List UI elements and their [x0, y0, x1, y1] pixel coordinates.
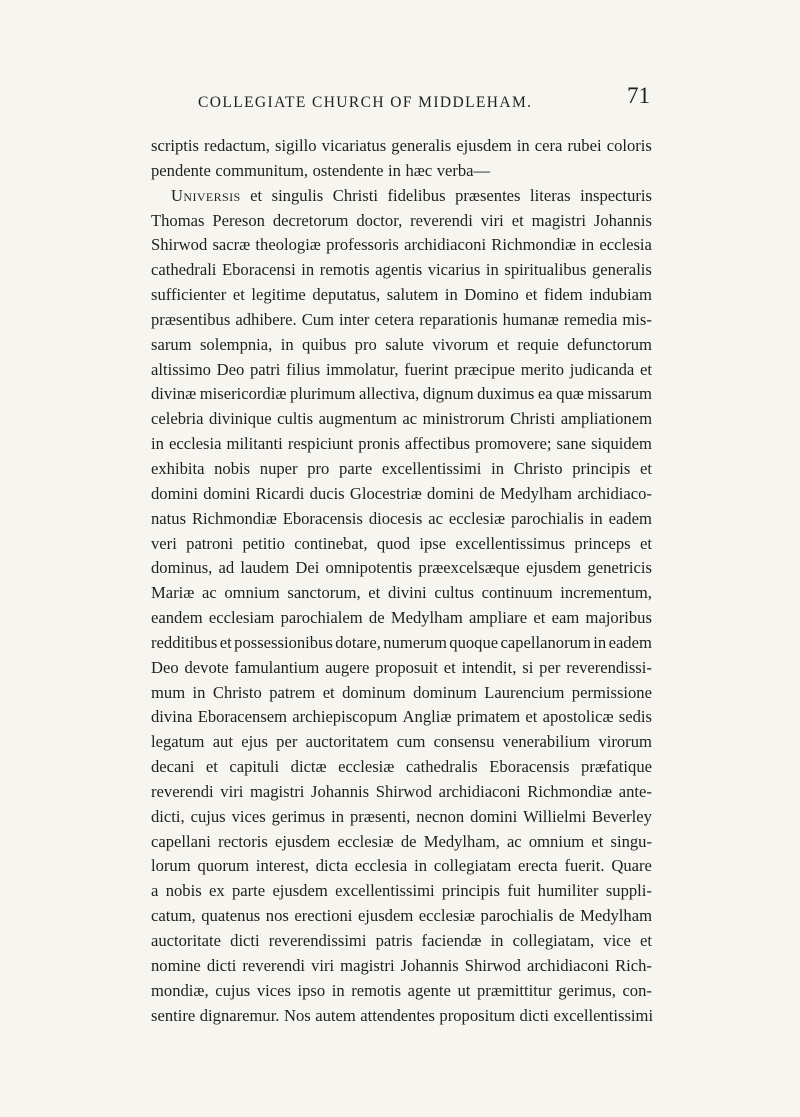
text-line: altissimo Deo patri filius immolatur, fuerint præcipue merito judicanda et: [151, 359, 652, 379]
text-line: dicti, cujus vices gerimus in præsenti, necnon domini Willielmi Beverley: [151, 806, 652, 826]
body-text: [151, 134, 652, 1028]
text-line: divina Eboracensem archiepiscopum Angliæ primatem et apostolicæ sedis: [151, 707, 652, 727]
text-line: eandem ecclesiam parochialem de Medylham ampliare et eam majoribus: [151, 608, 652, 628]
text-line: auctoritate dicti reverendissimi patris faciendæ in collegiatam, vice et: [151, 931, 652, 950]
text-line: natus Richmondiæ Eboracensis diocesis ac ecclesiæ parochialis in eadem: [151, 508, 652, 528]
text-line: mum in Christo patrem et dominum dominum Laurencium permissione: [151, 682, 652, 702]
text-line: decani et capituli dictæ ecclesiæ cathedralis Eboracensis præfatique: [151, 757, 652, 777]
text-line: exhibita nobis nuper pro parte excellentissimi in Christo principis et: [151, 458, 652, 478]
text-line: dominus, ad laudem Dei omnipotentis præexcelsæque ejusdem genetricis: [151, 558, 652, 578]
text-line: legatum aut ejus per auctoritatem cum consensu venerabilium virorum: [151, 732, 652, 752]
text-line: mondiæ, cujus vices ipso in remotis agente ut præmittitur gerimus, con-: [151, 980, 652, 1000]
text-line: Universis et singulis Christi fidelibus præsentes literas inspecturis: [171, 185, 652, 205]
page-header: [160, 84, 650, 124]
text-line: capellani rectoris ejusdem ecclesiæ de Medylham, ac omnium et singu-: [151, 831, 652, 851]
text-line: sufficienter et legitime deputatus, salutem in Domino et fidem indubiam: [151, 285, 652, 305]
text-line: a nobis ex parte ejusdem excellentissimi principis fuit humiliter suppli-: [151, 881, 652, 901]
text-line: Deo devote famulantium augere proposuit et intendit, si per reverendissi-: [151, 657, 652, 677]
text-line: redditibus et possessionibus dotare, numerum quoque capellanorum in eadem: [151, 632, 652, 652]
text-line: Shirwod sacræ theologiæ professoris archidiaconi Richmondiæ in ecclesia: [151, 235, 652, 255]
text-line: domini domini Ricardi ducis Glocestriæ domini de Medylham archidiaco-: [151, 483, 652, 503]
text-line: sarum solempnia, in quibus pro salute vivorum et requie defunctorum: [151, 334, 652, 354]
page-number: 71: [627, 83, 650, 108]
text-line: scriptis redactum, sigillo vicariatus generalis ejusdem in cera rubei coloris: [151, 136, 652, 155]
text-line: reverendi viri magistri Johannis Shirwod archidiaconi Richmondiæ ante-: [151, 781, 652, 801]
text-line: Thomas Pereson decretorum doctor, reverendi viri et magistri Johannis: [151, 210, 652, 230]
text-line: pendente communitum, ostendente in hæc verba—: [151, 160, 491, 180]
text-line: in ecclesia militanti respiciunt pronis affectibus promovere; sane siquidem: [151, 434, 652, 454]
text-line: sentire dignaremur. Nos autem attendentes propositum dicti excellentissimi: [151, 1005, 654, 1025]
text-line: veri patroni petitio continebat, quod ipse excellentissimus princeps et: [151, 533, 652, 553]
text-line: præsentibus adhibere. Cum inter cetera reparationis humanæ remedia mis-: [151, 309, 652, 329]
text-line: catum, quatenus nos erectioni ejusdem ecclesiæ parochialis de Medylham: [151, 906, 652, 926]
text-line: nomine dicti reverendi viri magistri Johannis Shirwod archidiaconi Rich-: [151, 955, 652, 975]
text-line: lorum quorum interest, dicta ecclesia in collegiatam erecta fuerit. Quare: [151, 856, 652, 876]
text-line: cathedrali Eboracensi in remotis agentis vicarius in spiritualibus generalis: [151, 260, 652, 280]
text-line: Mariæ ac omnium sanctorum, et divini cultus continuum incrementum,: [151, 583, 652, 603]
text-line: celebria divinique cultis augmentum ac ministrorum Christi ampliationem: [151, 409, 652, 429]
text-line: divinæ misericordiæ plurimum allectiva, dignum duximus ea quæ missarum: [151, 384, 652, 404]
running-head: COLLEGIATE CHURCH OF MIDDLEHAM.: [198, 94, 533, 111]
